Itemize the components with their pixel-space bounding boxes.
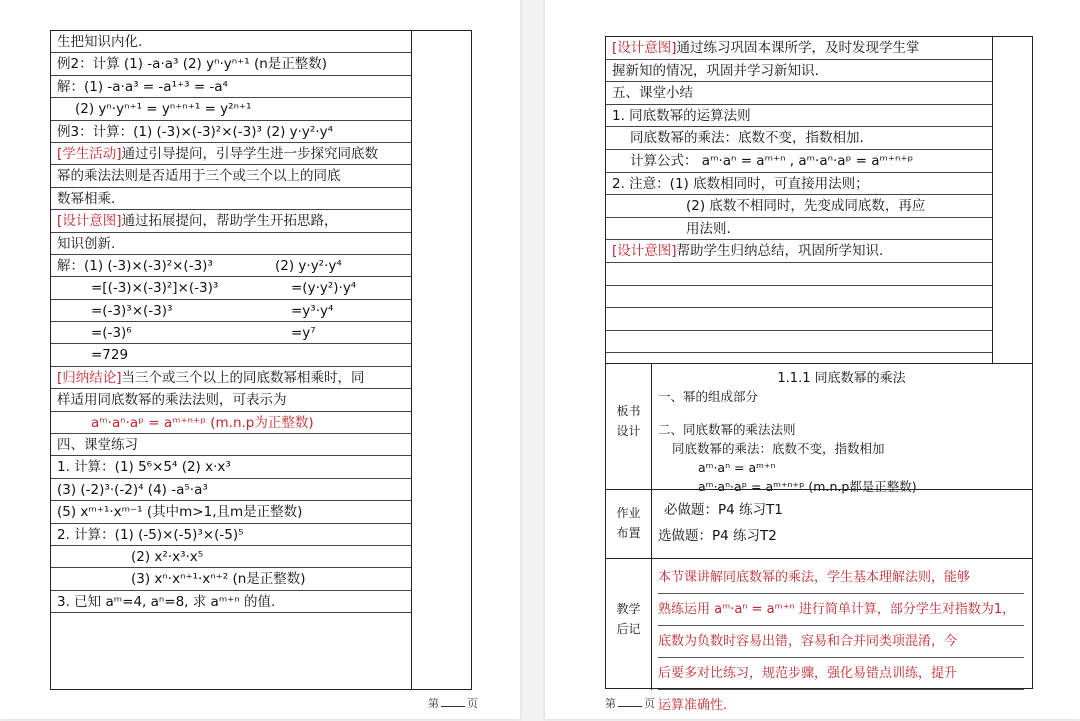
row-text: (2) 底数不相同时，先变成同底数，再应 xyxy=(686,198,926,215)
page-prefix: 第 xyxy=(605,697,616,710)
row-text-second: =y⁷ xyxy=(291,325,316,342)
row-text: 用法则. xyxy=(686,220,731,237)
text-row xyxy=(51,501,411,523)
text-row xyxy=(51,389,411,411)
row-text-second: =(y·y²)·y⁴ xyxy=(291,280,357,297)
row-text: 幂的乘法法则是否适用于三个或三个以上的同底 xyxy=(57,168,341,185)
notes-column xyxy=(411,31,412,689)
text-row xyxy=(51,479,411,501)
board-line: 二、同底数幂的乘法法则 xyxy=(658,422,796,437)
homework-label xyxy=(606,503,651,543)
text-row xyxy=(51,546,411,568)
board-title: 1.1.1 同底数幂的乘法 xyxy=(777,371,906,386)
row-text: 1. 计算：(1) 5⁶×5⁴ (2) x·x³ xyxy=(57,459,231,476)
text-row xyxy=(51,277,411,299)
row-text: =(-3)³×(-3)³ xyxy=(91,302,173,319)
text-row xyxy=(606,127,992,150)
board-line: aᵐ·aⁿ = aᵐ⁺ⁿ xyxy=(698,460,776,475)
row-text: 例3：计算：(1) (-3)×(-3)²×(-3)³ (2) y·y²·y⁴ xyxy=(57,123,334,140)
row-text: 数幂相乘. xyxy=(57,190,116,207)
left-rows xyxy=(51,31,411,613)
page-number-left xyxy=(428,695,478,711)
text-row xyxy=(606,82,992,105)
row-text: =729 xyxy=(91,347,129,364)
homework-line: 必做题：P4 练习T1 xyxy=(664,502,783,518)
text-row xyxy=(51,233,411,255)
board-label xyxy=(606,401,651,441)
section-tag: [归纳结论] xyxy=(57,369,122,386)
text-row xyxy=(606,331,992,354)
text-row xyxy=(51,322,411,344)
text-row xyxy=(51,143,411,165)
text-row xyxy=(51,53,411,75)
text-row xyxy=(51,255,411,277)
page-number-right xyxy=(605,695,655,711)
row-text: 帮助学生归纳总结，巩固所学知识. xyxy=(676,243,884,260)
row-text: 通过拓展提问，帮助学生开拓思路， xyxy=(121,213,338,230)
text-row xyxy=(51,412,411,434)
divider-reflection xyxy=(606,558,1032,559)
text-row xyxy=(51,121,411,143)
text-row xyxy=(51,524,411,546)
text-row xyxy=(51,165,411,187)
reflection-line: 熟练运用 aᵐ·aⁿ = aᵐ⁺ⁿ 进行简单计算，部分学生对指数为1， xyxy=(658,594,1024,626)
section-tag: [设计意图] xyxy=(57,213,122,230)
text-row xyxy=(51,591,411,613)
row-text: 解：(1) (-3)×(-3)²×(-3)³ xyxy=(57,257,213,274)
board-label-text: 板书设计 xyxy=(616,404,641,438)
row-text: 同底数幂的乘法：底数不变，指数相加. xyxy=(630,130,864,147)
row-text: 2. 注意：(1) 底数相同时，可直接用法则； xyxy=(612,175,869,192)
label-column-divider xyxy=(651,363,652,690)
row-text: (5) xᵐ⁺¹·xᵐ⁻¹ (其中m>1,且m是正整数) xyxy=(57,504,303,521)
text-row xyxy=(606,308,992,331)
row-text: 知识创新. xyxy=(57,235,116,252)
row-text: 3. 已知 aᵐ=4, aⁿ=8, 求 aᵐ⁺ⁿ 的值. xyxy=(57,593,276,610)
reflection-line: 后要多对比练习，规范步骤，强化易错点训练，提升 xyxy=(658,658,1024,690)
page-suffix: 页 xyxy=(644,697,655,710)
reflection-line: 底数为负数时容易出错，容易和合并同类项混淆，今 xyxy=(658,626,1024,658)
text-row xyxy=(51,98,411,120)
text-row xyxy=(606,195,992,218)
left-page xyxy=(0,0,520,719)
row-text: =(-3)⁶ xyxy=(91,325,132,342)
text-row xyxy=(51,188,411,210)
row-text: (3) (-2)³·(-2)⁴ (4) -a⁵·a³ xyxy=(57,481,208,498)
text-row xyxy=(606,37,992,60)
text-row xyxy=(51,300,411,322)
row-text-second: (2) y·y²·y⁴ xyxy=(275,257,342,274)
row-text: 计算公式： aᵐ·aⁿ = aᵐ⁺ⁿ , aᵐ·aⁿ·aᵖ = aᵐ⁺ⁿ⁺ᵖ xyxy=(630,152,914,169)
text-row xyxy=(51,367,411,389)
reflection-content xyxy=(658,562,1024,721)
section-tag: [学生活动] xyxy=(57,145,122,162)
text-row xyxy=(606,173,992,196)
row-text: (2) yⁿ·yⁿ⁺¹ = yⁿ⁺ⁿ⁺¹ = y²ⁿ⁺¹ xyxy=(75,101,252,118)
row-text: 五、课堂小结 xyxy=(612,85,693,102)
row-text: 握新知的情况，巩固并学习新知识. xyxy=(612,62,819,79)
row-text: 生把知识内化. xyxy=(57,34,143,50)
text-row xyxy=(606,240,992,263)
row-text: aᵐ·aⁿ·aᵖ = aᵐ⁺ⁿ⁺ᵖ (m.n.p为正整数) xyxy=(91,414,314,431)
text-row xyxy=(51,76,411,98)
reflection-label-text: 教学后记 xyxy=(616,602,641,636)
section-tag: [设计意图] xyxy=(612,40,677,56)
row-text: 通过练习巩固本课所学，及时发现学生掌 xyxy=(676,40,920,56)
row-text-second: =y³·y⁴ xyxy=(291,302,334,319)
reflection-line: 运算准确性. xyxy=(658,698,728,713)
page-prefix: 第 xyxy=(428,697,439,710)
text-row xyxy=(606,105,992,128)
section-tag: [设计意图] xyxy=(612,243,677,260)
homework-content xyxy=(658,497,783,549)
text-row xyxy=(606,60,992,83)
right-rows xyxy=(606,37,992,353)
homework-line: 选做题：P4 练习T2 xyxy=(658,528,777,544)
lesson-plan-table-right xyxy=(605,36,1033,713)
row-text: (3) xⁿ·xⁿ⁺¹·xⁿ⁺² (n是正整数) xyxy=(131,571,306,588)
divider-homework xyxy=(606,489,1032,490)
text-row xyxy=(51,31,411,53)
right-page xyxy=(545,0,1080,719)
text-row xyxy=(51,568,411,590)
page-suffix: 页 xyxy=(467,697,478,710)
row-text: 1. 同底数幂的运算法则 xyxy=(612,107,751,124)
board-content xyxy=(658,387,917,496)
row-text: 当三个或三个以上的同底数幂相乘时，同 xyxy=(121,369,365,386)
homework-label-text: 作业布置 xyxy=(616,506,641,540)
reflection-label xyxy=(606,599,651,639)
row-text: 通过引导提问，引导学生进一步探究同底数 xyxy=(121,145,379,162)
row-text: 样适用同底数幂的乘法法则，可表示为 xyxy=(57,392,287,409)
board-line: 一、幂的组成部分 xyxy=(658,389,759,404)
text-row xyxy=(51,434,411,456)
row-text: 例2：计算 (1) -a·a³ (2) yⁿ·yⁿ⁺¹ (n是正整数) xyxy=(57,56,328,73)
divider-board xyxy=(606,363,1032,364)
text-row xyxy=(51,210,411,232)
text-row xyxy=(606,218,992,241)
text-row xyxy=(606,263,992,286)
board-line: 同底数幂的乘法：底数不变，指数相加 xyxy=(672,441,885,456)
row-text: (2) x²·x³·x⁵ xyxy=(131,548,204,565)
reflection-line: 本节课讲解同底数幂的乘法，学生基本理解法则，能够 xyxy=(658,562,1024,594)
text-row xyxy=(606,150,992,173)
lesson-plan-table-left xyxy=(50,30,472,690)
text-row xyxy=(51,344,411,366)
text-row xyxy=(51,456,411,478)
row-text: =[(-3)×(-3)²]×(-3)³ xyxy=(91,280,219,297)
notes-column-right xyxy=(992,37,993,363)
board-line: aᵐ·aⁿ·aᵖ = aᵐ⁺ⁿ⁺ᵖ (m.n.p都是正整数) xyxy=(698,479,917,494)
row-text: 2. 计算：(1) (-5)×(-5)³×(-5)⁵ xyxy=(57,526,244,543)
text-row xyxy=(606,286,992,309)
row-text: 解：(1) -a·a³ = -a¹⁺³ = -a⁴ xyxy=(57,78,228,95)
row-text: 四、课堂练习 xyxy=(57,437,138,454)
